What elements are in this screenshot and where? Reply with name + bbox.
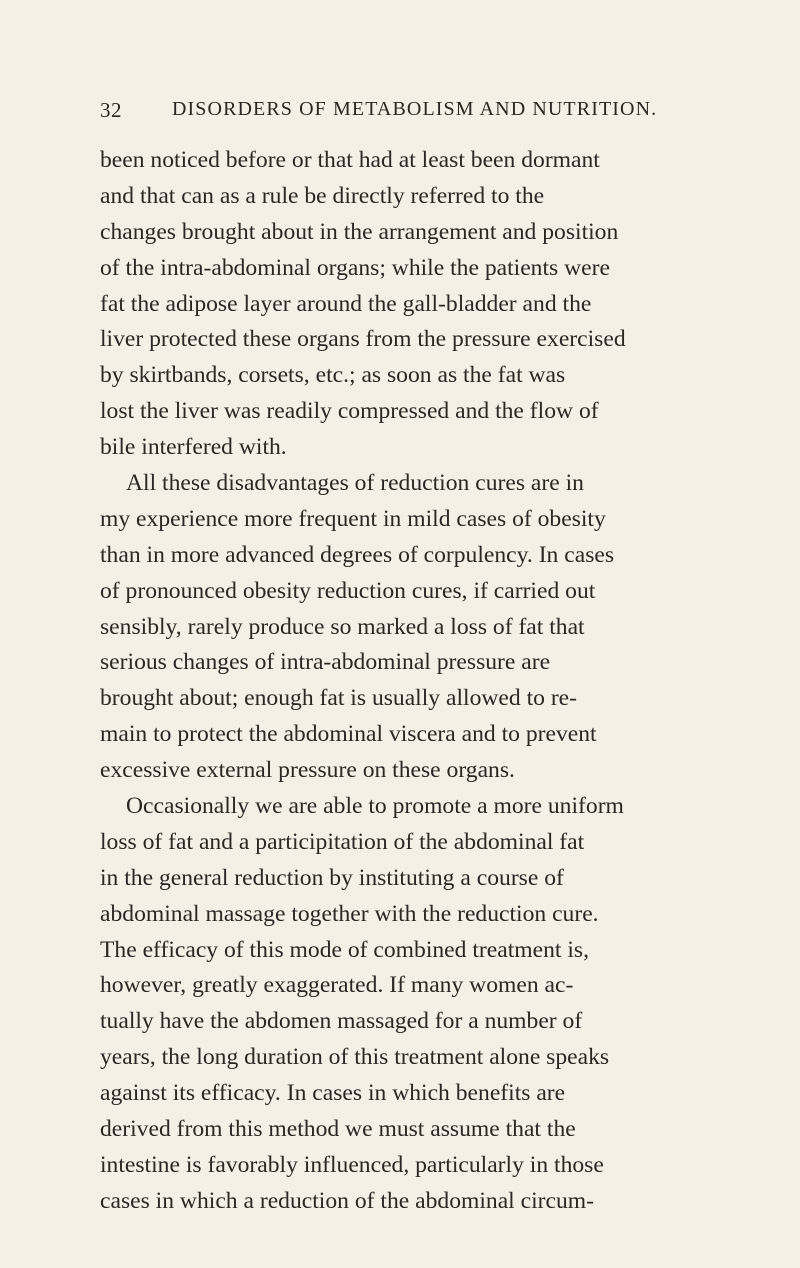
text-line: lost the liver was readily compressed and the flow of xyxy=(100,398,599,425)
running-head xyxy=(100,98,740,132)
text-line: years, the long duration of this treatment alone speaks xyxy=(100,1044,610,1071)
text-line: loss of fat and a participitation of the abdominal fat xyxy=(100,828,585,855)
text-line: brought about; enough fat is usually allowed to re- xyxy=(100,685,578,712)
paragraph-start-line: All these disadvantages of reduction cures are in xyxy=(126,470,584,497)
text-line: however, greatly exaggerated. If many women ac- xyxy=(100,972,574,999)
paragraph-start-line: Occasionally we are able to promote a more uniform xyxy=(126,793,624,820)
body-text xyxy=(100,143,750,1220)
text-line: bile interfered with. xyxy=(100,434,287,461)
text-line: liver protected these organs from the pressure exercised xyxy=(100,326,626,353)
text-line: derived from this method we must assume that the xyxy=(100,1116,576,1143)
text-line: intestine is favorably influenced, particularly in those xyxy=(100,1151,604,1178)
page-number: 32 xyxy=(100,98,122,122)
text-line: main to protect the abdominal viscera and to prevent xyxy=(100,721,597,748)
text-line: changes brought about in the arrangement and position xyxy=(100,218,619,245)
text-line: of pronounced obesity reduction cures, if carried out xyxy=(100,577,596,604)
text-line: and that can as a rule be directly referred to the xyxy=(100,182,545,209)
text-line: excessive external pressure on these organs. xyxy=(100,757,515,784)
text-line: been noticed before or that had at least been dormant xyxy=(100,147,600,173)
text-line: tually have the abdomen massaged for a number of xyxy=(100,1008,583,1035)
text-line: fat the adipose layer around the gall-bladder and the xyxy=(100,290,592,317)
text-line: The efficacy of this mode of combined treatment is, xyxy=(100,936,589,963)
text-line: cases in which a reduction of the abdominal circum- xyxy=(100,1187,594,1214)
text-line: than in more advanced degrees of corpulency. In cases xyxy=(100,541,615,568)
text-line: my experience more frequent in mild cases of obesity xyxy=(100,505,606,532)
text-line: by skirtbands, corsets, etc.; as soon as the fat was xyxy=(100,362,566,389)
text-line: sensibly, rarely produce so marked a loss of fat that xyxy=(100,613,585,640)
text-line: of the intra-abdominal organs; while the patients were xyxy=(100,254,610,281)
running-title: DISORDERS OF METABOLISM AND NUTRITION. xyxy=(172,98,658,120)
text-line: against its efficacy. In cases in which benefits are xyxy=(100,1080,566,1107)
text-line: abdominal massage together with the reduction cure. xyxy=(100,900,599,927)
text-line: in the general reduction by instituting a course of xyxy=(100,864,564,891)
text-line: serious changes of intra-abdominal pressure are xyxy=(100,649,551,676)
